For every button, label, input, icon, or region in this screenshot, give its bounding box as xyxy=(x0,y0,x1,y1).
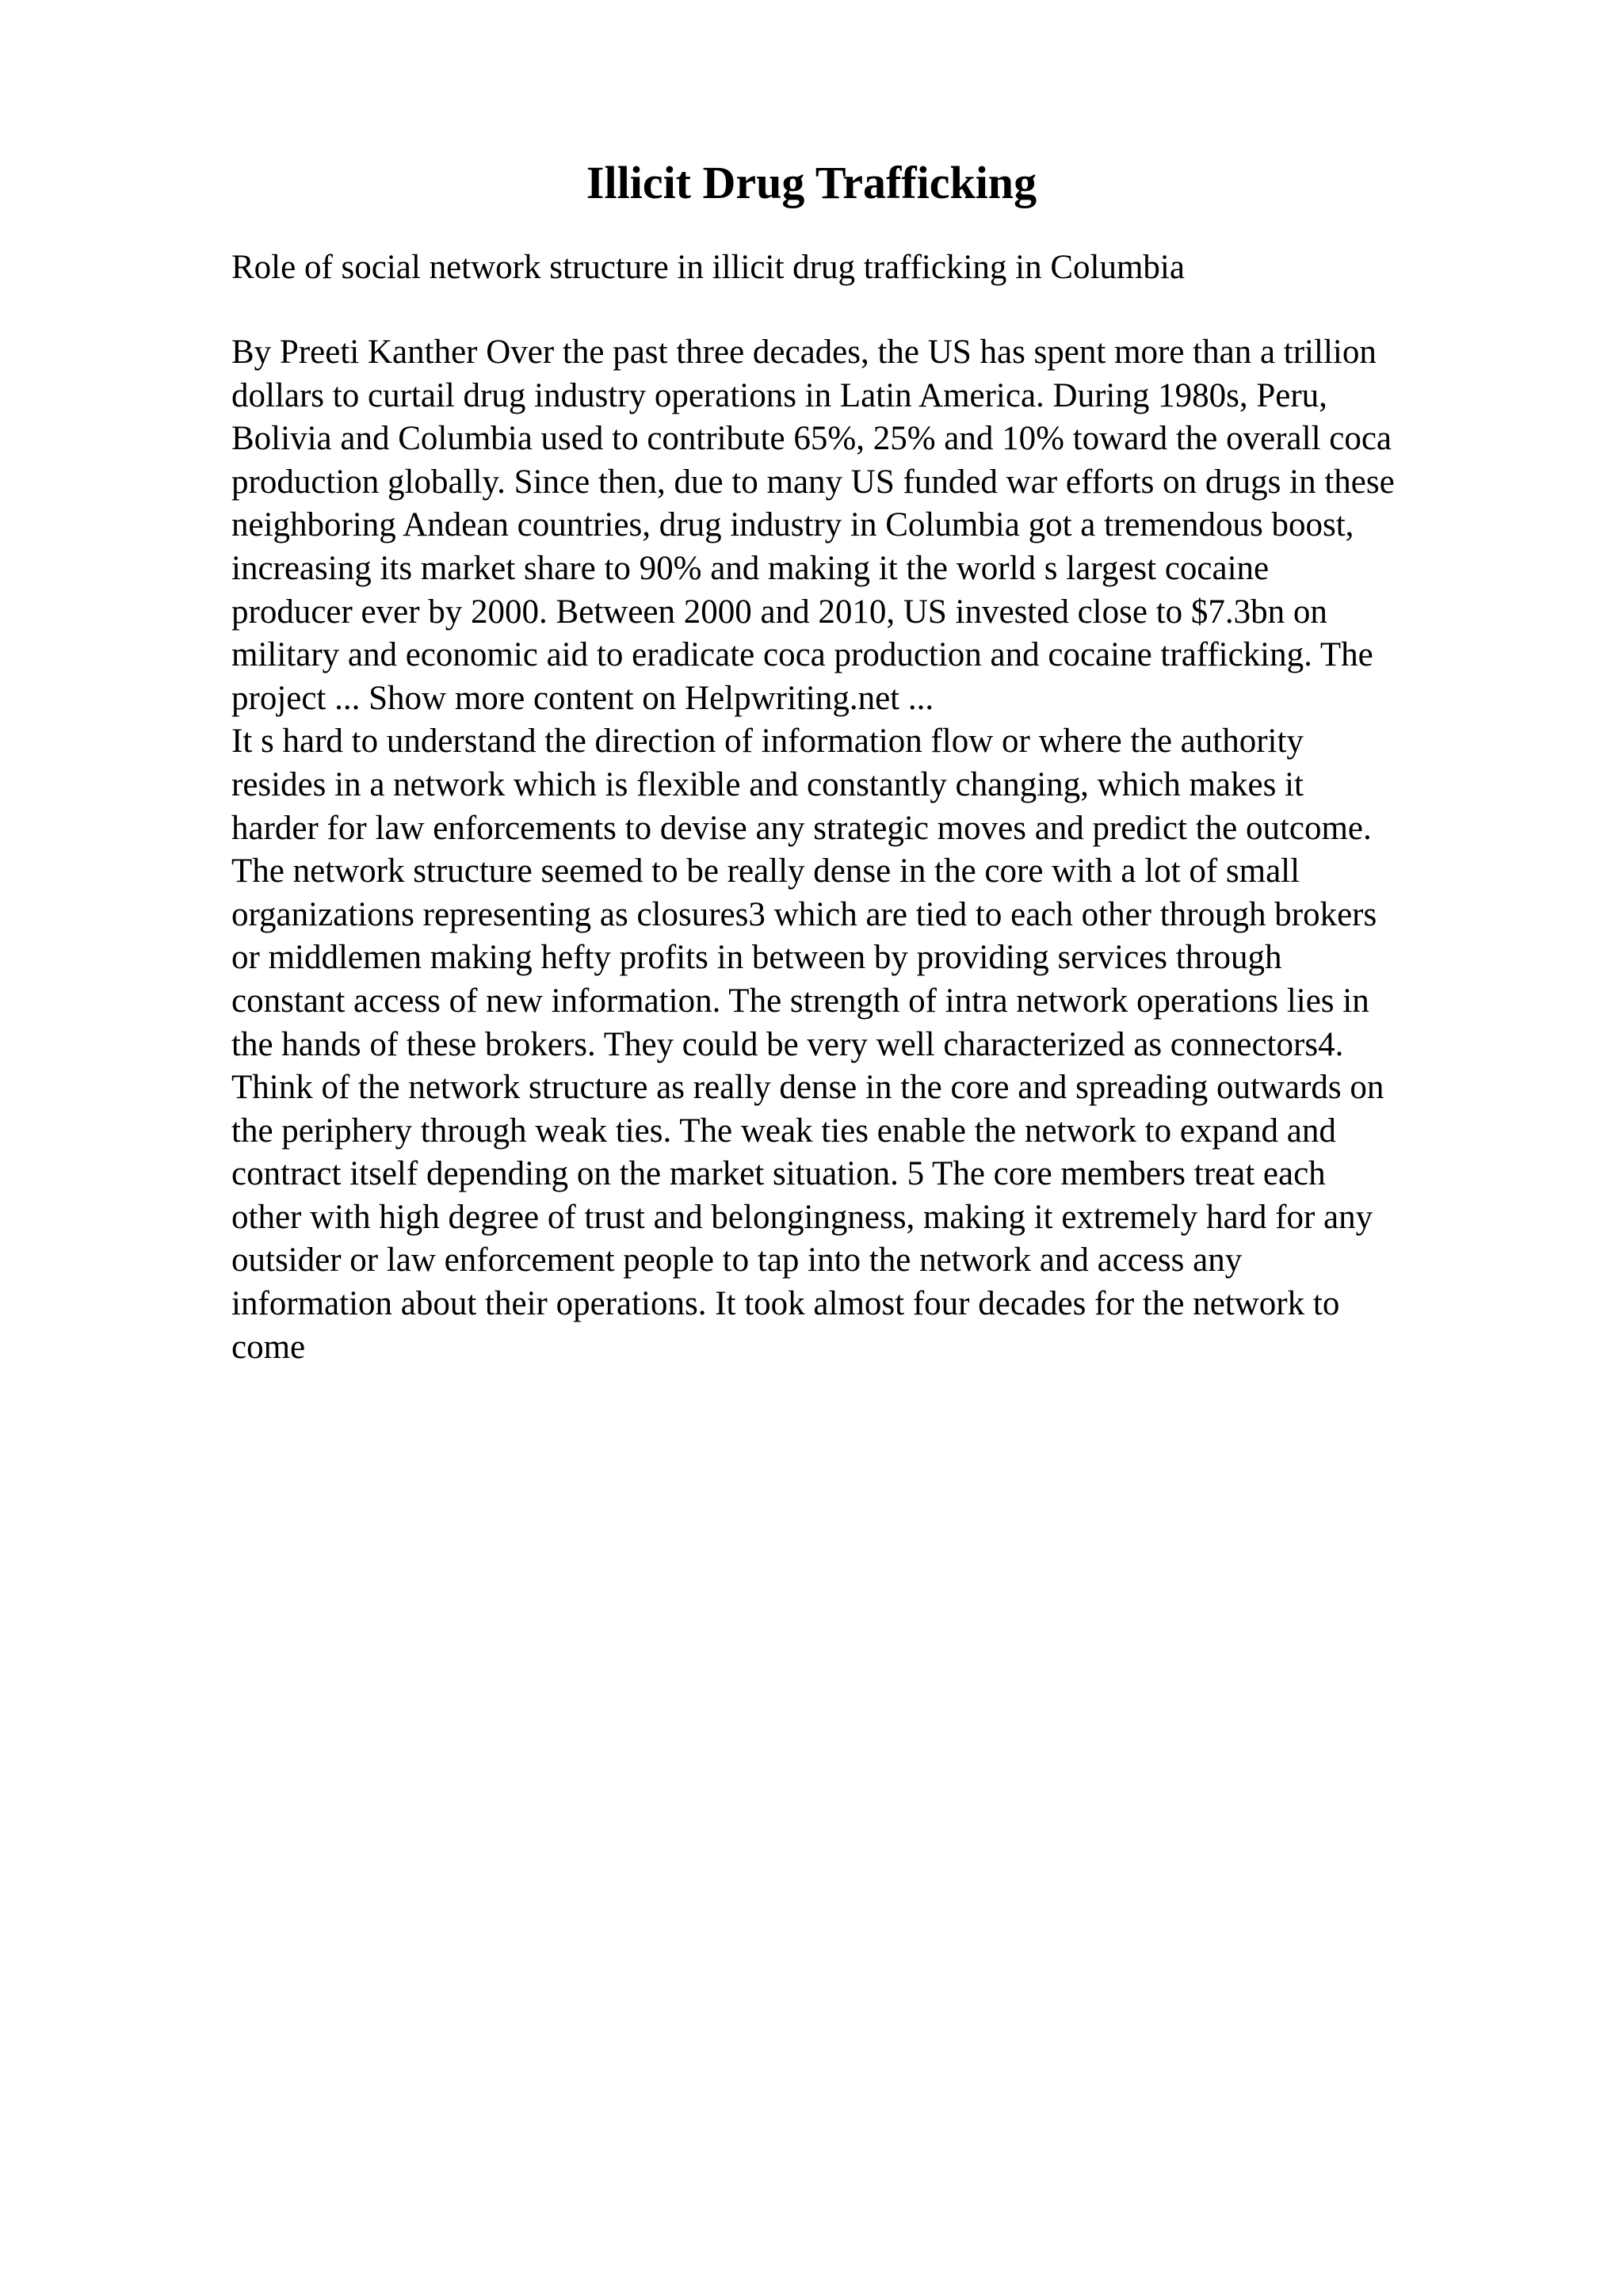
body-line: contract itself depending on the market situation. 5 The core members treat each xyxy=(231,1155,1326,1193)
body-line: outsider or law enforcement people to tap into the network and access any xyxy=(231,1241,1243,1280)
body-line: information about their operations. It took almost four decades for the network to xyxy=(231,1285,1340,1323)
body-line: neighboring Andean countries, drug industry in Columbia got a tremendous boost, xyxy=(231,506,1354,544)
body-line: Think of the network structure as really dense in the core and spreading outwards on xyxy=(231,1069,1384,1107)
document-body xyxy=(231,331,1515,1369)
body-line: organizations representing as closures3 which are tied to each other through brokers xyxy=(231,895,1377,933)
body-line: resides in a network which is flexible and constantly changing, which makes it xyxy=(231,765,1304,803)
body-line: constant access of new information. The strength of intra network operations lies in xyxy=(231,982,1369,1020)
body-line: the hands of these brokers. They could be very well characterized as connectors4. xyxy=(231,1025,1344,1063)
body-line: or middlemen making hefty profits in between by providing services through xyxy=(231,939,1282,977)
body-line: increasing its market share to 90% and making it the world s largest cocaine xyxy=(231,549,1270,587)
body-line: It s hard to understand the direction of information flow or where the authority xyxy=(231,723,1304,761)
body-line: come xyxy=(231,1328,306,1366)
document-title: Illicit Drug Trafficking xyxy=(586,157,1037,208)
document-subtitle: Role of social network structure in illicit drug trafficking in Columbia xyxy=(231,249,1185,286)
body-line: production globally. Since then, due to many US funded war efforts on drugs in these xyxy=(231,463,1395,501)
body-line: dollars to curtail drug industry operations in Latin America. During 1980s, Peru, xyxy=(231,376,1327,414)
body-line: Bolivia and Columbia used to contribute 65%, 25% and 10% toward the overall coca xyxy=(231,420,1392,458)
body-line: project ... Show more content on Helpwriting.net ... xyxy=(231,679,934,717)
body-line: By Preeti Kanther Over the past three decades, the US has spent more than a trillion xyxy=(231,334,1377,371)
body-line: harder for law enforcements to devise any strategic moves and predict the outcome. xyxy=(231,809,1372,847)
body-line: military and economic aid to eradicate coca production and cocaine trafficking. The xyxy=(231,636,1373,674)
body-line: the periphery through weak ties. The weak ties enable the network to expand and xyxy=(231,1112,1336,1150)
body-line: The network structure seemed to be really dense in the core with a lot of small xyxy=(231,852,1300,891)
body-line: producer ever by 2000. Between 2000 and 2010, US invested close to $7.3bn on xyxy=(231,593,1327,631)
body-line: other with high degree of trust and belongingness, making it extremely hard for any xyxy=(231,1198,1373,1236)
